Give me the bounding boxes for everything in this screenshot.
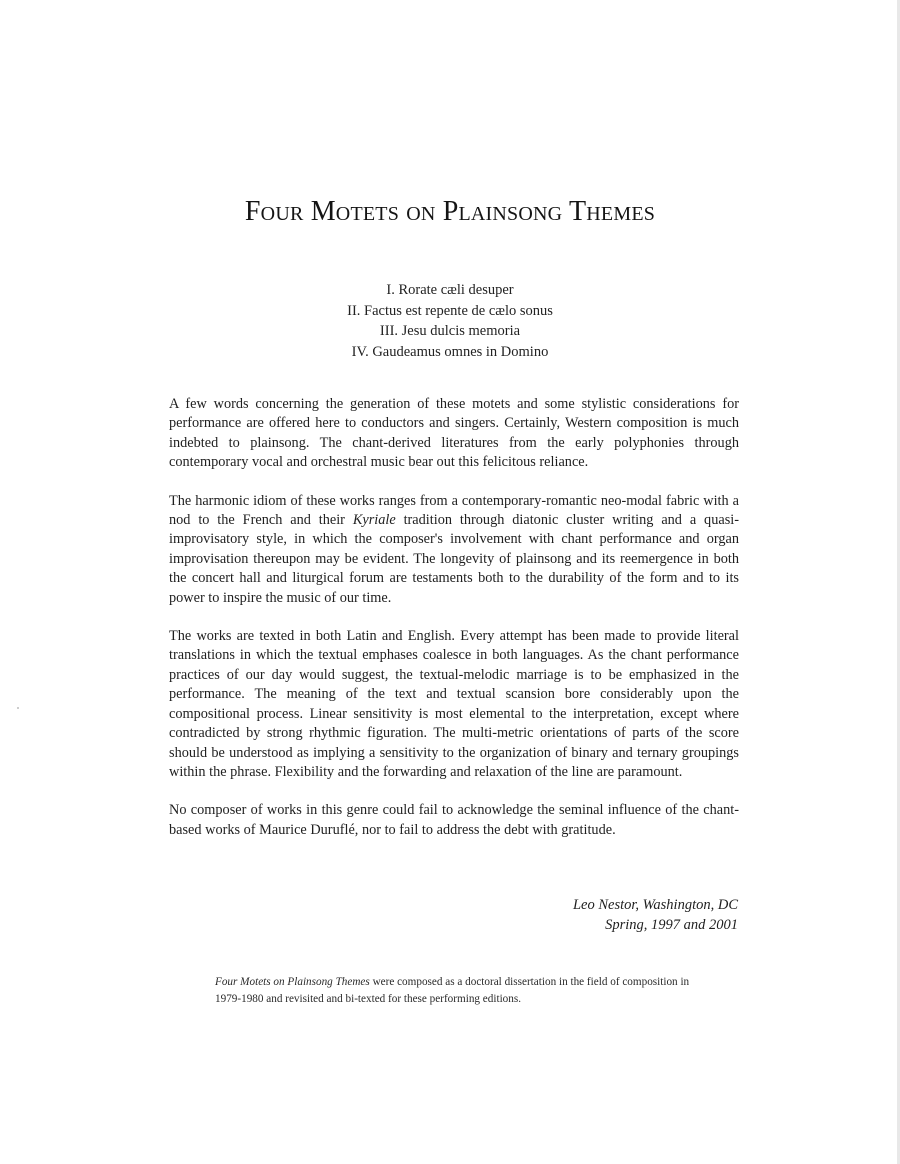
paragraph-text: The harmonic idiom of these works ranges from a contemporary-romantic neo-modal fabric with a nod to the French and their — [169, 492, 739, 529]
movement-item: II. Factus est repente de cælo sonus — [347, 302, 553, 319]
paragraph-texting: The works are texted in both Latin and English. Every attempt has been made to provide literal translations in which the textual emphases coalesce in both languages. As the chant performance practices of our day would suggest, the textual-melodic marriage is to be emphasized in the performance. The meaning of the text and textual scansion bore considerably upon the compositional process. Linear sensitivity is most elemental to the interpretation, except where contradicted by strong rhythmic figuration. The multi-metric orientations of parts of the score should be understood as implying a sensitivity to the organization of binary and ternary groupings within the phrase. Flexibility and the forwarding and relaxation of the line are paramount. — [169, 628, 739, 780]
kyriale-term: Kyriale — [352, 512, 396, 529]
paragraph-text: tradition through diatonic cluster writing and a quasi-improvisatory style, in which the composer's involvement with chant performance and organ improvisation thereupon may be evident. The longevity of plainsong and its reemergence in both the concert hall and liturgical forum are testaments both to the durability of the form and to its power to inspire the music of our time. — [169, 512, 739, 606]
movement-item: I. Rorate cæli desuper — [386, 282, 514, 298]
page-title: Four Motets on Plainsong Themes — [244, 196, 656, 227]
movement-list — [0, 280, 900, 362]
body-text — [169, 395, 739, 859]
scan-speck — [17, 707, 19, 709]
footnote-work-title: Four Motets on Plainsong Themes — [215, 976, 370, 988]
movement-item: III. Jesu dulcis memoria — [379, 323, 521, 339]
footnote-text: were composed as a doctoral dissertation in the field of composition in 1979-1980 and revisited and bi-texted for these performing editions. — [215, 976, 690, 1005]
paragraph-generation: A few words concerning the generation of these motets and some stylistic considerations for performance are offered here to conductors and singers. Certainly, Western composition is much indebted to plainsong. The chant-derived literatures from the early polyphonies through contemporary vocal and orchestral music bear out this felicitous reliance. — [169, 396, 739, 471]
movement-item: IV. Gaudeamus omnes in Domino — [351, 343, 549, 360]
footnote — [215, 974, 695, 1008]
signature-author: Leo Nestor, Washington, DC — [572, 897, 738, 913]
signature-date: Spring, 1997 and 2001 — [605, 917, 738, 933]
paragraph-harmonic-idiom — [169, 492, 739, 608]
paragraph-durufle: No composer of works in this genre could fail to acknowledge the seminal influence of the chant-based works of Maurice Duruflé, nor to fail to address the debt with gratitude. — [169, 802, 739, 838]
signature-block — [573, 895, 738, 935]
